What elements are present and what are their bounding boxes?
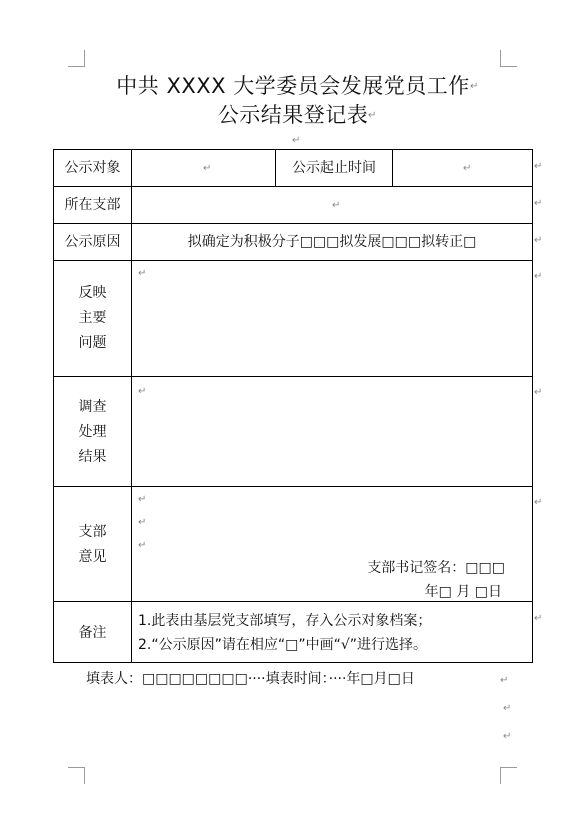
remarks-note-2: 2.“公示原因”请在相应“□”中画“√”进行选择。	[138, 637, 428, 653]
document-title-line2: 公示结果登记表	[217, 103, 369, 127]
label-investigation-result: 调查 处理 结果	[78, 399, 107, 465]
field-branch[interactable]: ↵	[332, 200, 341, 211]
document-title-line1: 中共 XXXX 大学委员会发展党员工作	[116, 74, 470, 98]
label-branch: 所在支部	[64, 197, 121, 213]
secretary-signature: 支部书记签名：□□□	[367, 560, 505, 576]
paragraph-mark: ↵	[503, 731, 512, 742]
paragraph-mark: ↵	[368, 110, 377, 121]
field-investigation-result[interactable]: ↵	[138, 386, 147, 397]
crop-mark-top-left	[68, 50, 85, 67]
label-reason: 公示原因	[64, 234, 121, 250]
crop-mark-top-right	[500, 50, 517, 67]
field-publicity-period[interactable]: ↵	[463, 163, 472, 174]
reason-options[interactable]: 拟确定为积极分子□□□拟发展□□□拟转正□	[187, 234, 477, 250]
paragraph-mark: ↵	[470, 81, 479, 92]
label-branch-opinion: 支部 意见	[78, 524, 107, 565]
paragraph-mark: ↵	[292, 135, 301, 146]
remarks-note-1: 1.此表由基层党支部填写，存入公示对象档案；	[138, 613, 432, 629]
paragraph-mark: ↵	[500, 675, 509, 686]
table-row-reported-issues	[53, 260, 533, 377]
table-row-branch-opinion	[53, 486, 533, 602]
label-remarks: 备注	[78, 625, 107, 641]
table-row-branch	[53, 186, 533, 224]
table-row-publicity-target	[53, 149, 533, 187]
label-publicity-period: 公示起止时间	[292, 160, 376, 176]
row-end-mark: ↵	[534, 198, 543, 209]
table-row-investigation-result	[53, 376, 533, 487]
crop-mark-bottom-left	[68, 767, 85, 784]
crop-mark-bottom-right	[500, 767, 517, 784]
table-row-reason	[53, 223, 533, 261]
row-end-mark: ↵	[534, 387, 543, 398]
field-publicity-target[interactable]: ↵	[203, 163, 212, 174]
field-reported-issues[interactable]: ↵	[138, 268, 147, 279]
opinion-date: 年□ 月 □日	[424, 584, 502, 600]
label-reported-issues: 反映 主要 问题	[78, 285, 107, 351]
row-end-mark: ↵	[534, 613, 543, 624]
field-branch-opinion[interactable]: ↵ ↵ ↵ 支部书记签名：□□□ 年□ 月 □日	[132, 487, 532, 602]
label-publicity-target: 公示对象	[64, 160, 121, 176]
row-end-mark: ↵	[534, 161, 543, 172]
form-filler-line: 填表人：□□□□□□□□····填表时间：····年□月□日	[86, 671, 415, 687]
paragraph-mark: ↵	[503, 703, 512, 714]
row-end-mark: ↵	[534, 235, 543, 246]
row-end-mark: ↵	[534, 497, 543, 508]
row-end-mark: ↵	[534, 271, 543, 282]
table-row-remarks	[53, 601, 533, 663]
